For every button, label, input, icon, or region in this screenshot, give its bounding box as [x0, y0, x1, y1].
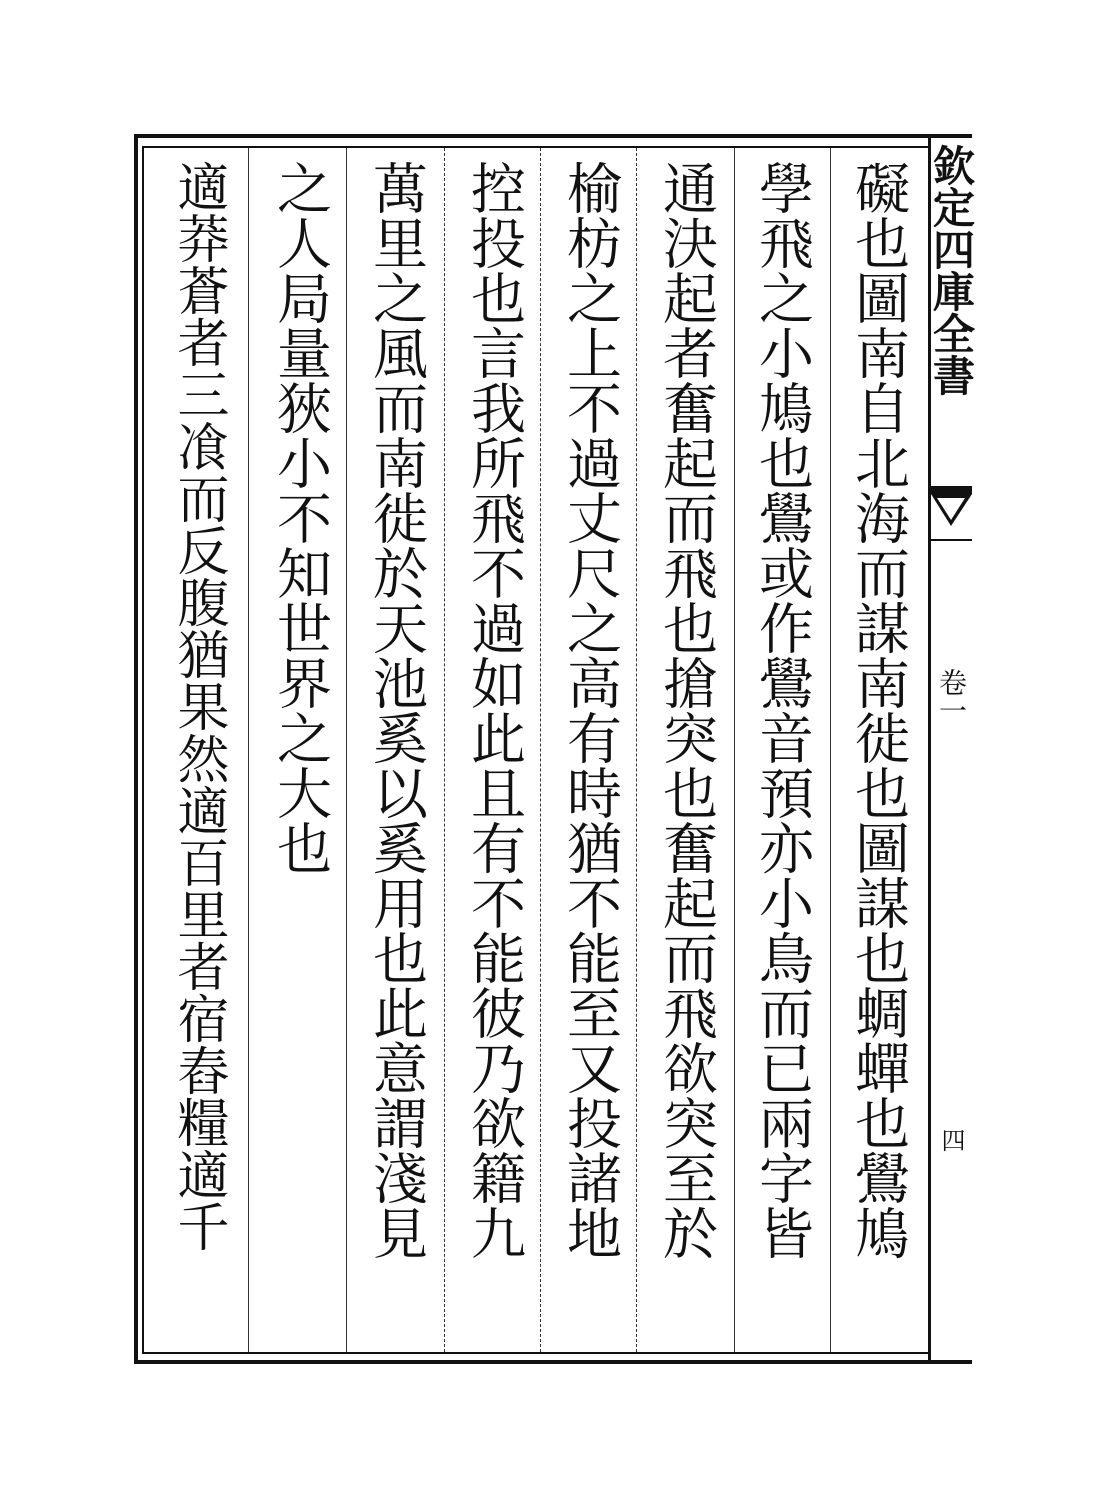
column-rule	[636, 148, 637, 1352]
column-rule	[830, 148, 831, 1352]
book-title: 欽定四庫全書	[927, 144, 976, 396]
column-rule	[540, 148, 541, 1352]
fish-tail-mark-icon	[931, 486, 972, 542]
text-column-5: 控投也言我所飛不過如此且有不能彼乃欲籍九	[462, 160, 526, 1260]
text-column-3: 通決起者奮起而飛也搶突也奮起而飛欲突至於	[654, 160, 718, 1260]
text-column-4: 榆枋之上不過丈尺之高有時猶不能至又投諸地	[558, 160, 622, 1260]
column-rule	[248, 148, 249, 1352]
page-number: 四	[937, 1128, 965, 1152]
text-column-6: 萬里之風而南徙於天池奚以奚用也此意謂淺見	[364, 160, 428, 1260]
column-rule	[734, 148, 735, 1352]
text-column-2: 學飛之小鳩也鷽或作鷽音預亦小鳥而已兩字皆	[750, 160, 814, 1260]
text-column-8: 適莽蒼者三飡而反腹猶果然適百里者宿舂糧適千	[168, 160, 228, 1252]
text-column-7: 之人局量狹小不知世界之大也	[268, 160, 332, 875]
volume-label: 卷一	[935, 668, 968, 724]
column-rule	[444, 148, 445, 1352]
column-rule	[346, 148, 347, 1352]
text-column-1: 礙也圖南自北海而謀南徙也圖謀也蜩蟬也鷽鳩	[846, 160, 910, 1260]
